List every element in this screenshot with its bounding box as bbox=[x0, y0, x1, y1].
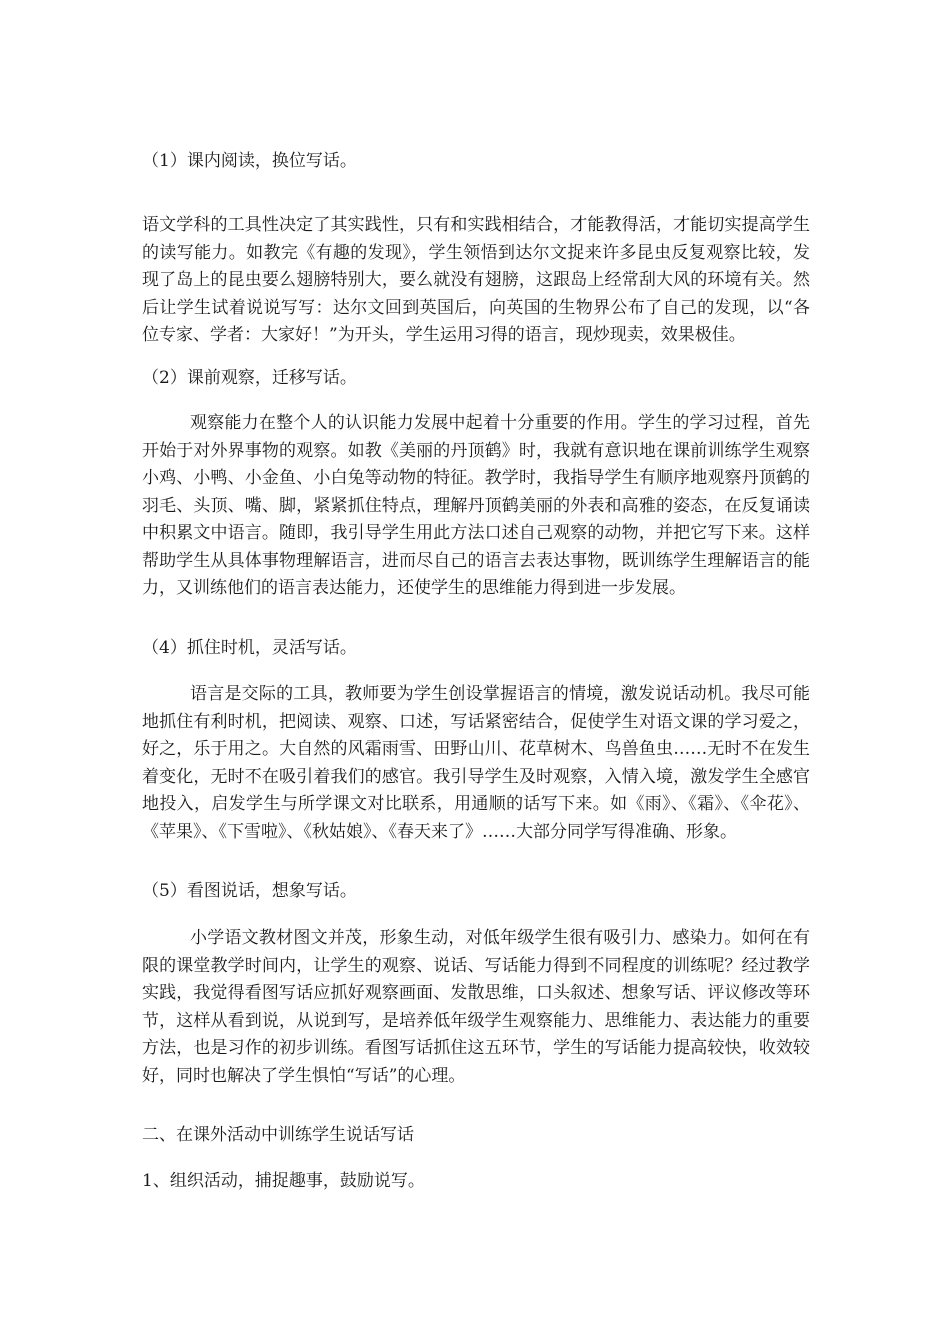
section-1-heading: （1）课内阅读，换位写话。 bbox=[142, 151, 357, 171]
part-2-heading: 二、在课外活动中训练学生说话写话 bbox=[142, 1125, 414, 1145]
section-2-heading: （2）课前观察，迁移写话。 bbox=[142, 368, 357, 388]
section-1-body: 语文学科的工具性决定了其实践性，只有和实践相结合，才能教得活，才能切实提高学生的读写能力。如教完《有趣的发现》，学生领悟到达尔文捉来许多昆虫反复观察比较，发现了岛上的昆虫要么翅膀特别大，要么就没有翅膀，这跟岛上经常刮大风的环境有关。然后让学生试着说说写写：达尔文回到英国后，向英国的生物界公布了自己的发现，以“各位专家、学者：大家好！”为开头，学生运用习得的语言，现炒现卖，效果极佳。 bbox=[142, 215, 810, 345]
part-2-item-1: 1、组织活动，捕捉趣事，鼓励说写。 bbox=[142, 1171, 425, 1191]
section-4-body: 语言是交际的工具，教师要为学生创设掌握语言的情境，激发说话动机。我尽可能地抓住有利时机，把阅读、观察、口述，写话紧密结合，促使学生对语文课的学习爱之，好之，乐于用之。大自然的风霜雨雪、田野山川、花草树木、鸟兽鱼虫……无时不在发生着变化，无时不在吸引着我们的感官。我引导学生及时观察，入情入境，激发学生全感官地投入，启发学生与所学课文对比联系，用通顺的话写下来。如《雨》、《霜》、《伞花》、《苹果》、《下雪啦》、《秋姑娘》、《春天来了》……大部分同学写得准确、形象。 bbox=[142, 684, 810, 842]
section-5-heading: （5）看图说话，想象写话。 bbox=[142, 881, 357, 901]
section-2-body: 观察能力在整个人的认识能力发展中起着十分重要的作用。学生的学习过程，首先开始于对外界事物的观察。如教《美丽的丹顶鹤》时，我就有意识地在课前训练学生观察小鸡、小鸭、小金鱼、小白兔等动物的特征。教学时，我指导学生有顺序地观察丹顶鹤的羽毛、头顶、嘴、脚，紧紧抓住特点，理解丹顶鹤美丽的外表和高雅的姿态，在反复诵读中积累文中语言。随即，我引导学生用此方法口述自己观察的动物，并把它写下来。这样帮助学生从具体事物理解语言，进而尽自己的语言去表达事物，既训练学生理解语言的能力，又训练他们的语言表达能力，还使学生的思维能力得到进一步发展。 bbox=[142, 413, 810, 598]
section-5-body: 小学语文教材图文并茂，形象生动，对低年级学生很有吸引力、感染力。如何在有限的课堂教学时间内，让学生的观察、说话、写话能力得到不同程度的训练呢？经过教学实践，我觉得看图写话应抓好观察画面、发散思维，口头叙述、想象写话、评议修改等环节，这样从看到说，从说到写，是培养低年级学生观察能力、思维能力、表达能力的重要方法，也是习作的初步训练。看图写话抓住这五环节，学生的写话能力提高较快，收效较好，同时也解决了学生惧怕“写话”的心理。 bbox=[142, 928, 810, 1086]
section-4-heading: （4）抓住时机，灵活写话。 bbox=[142, 638, 357, 658]
